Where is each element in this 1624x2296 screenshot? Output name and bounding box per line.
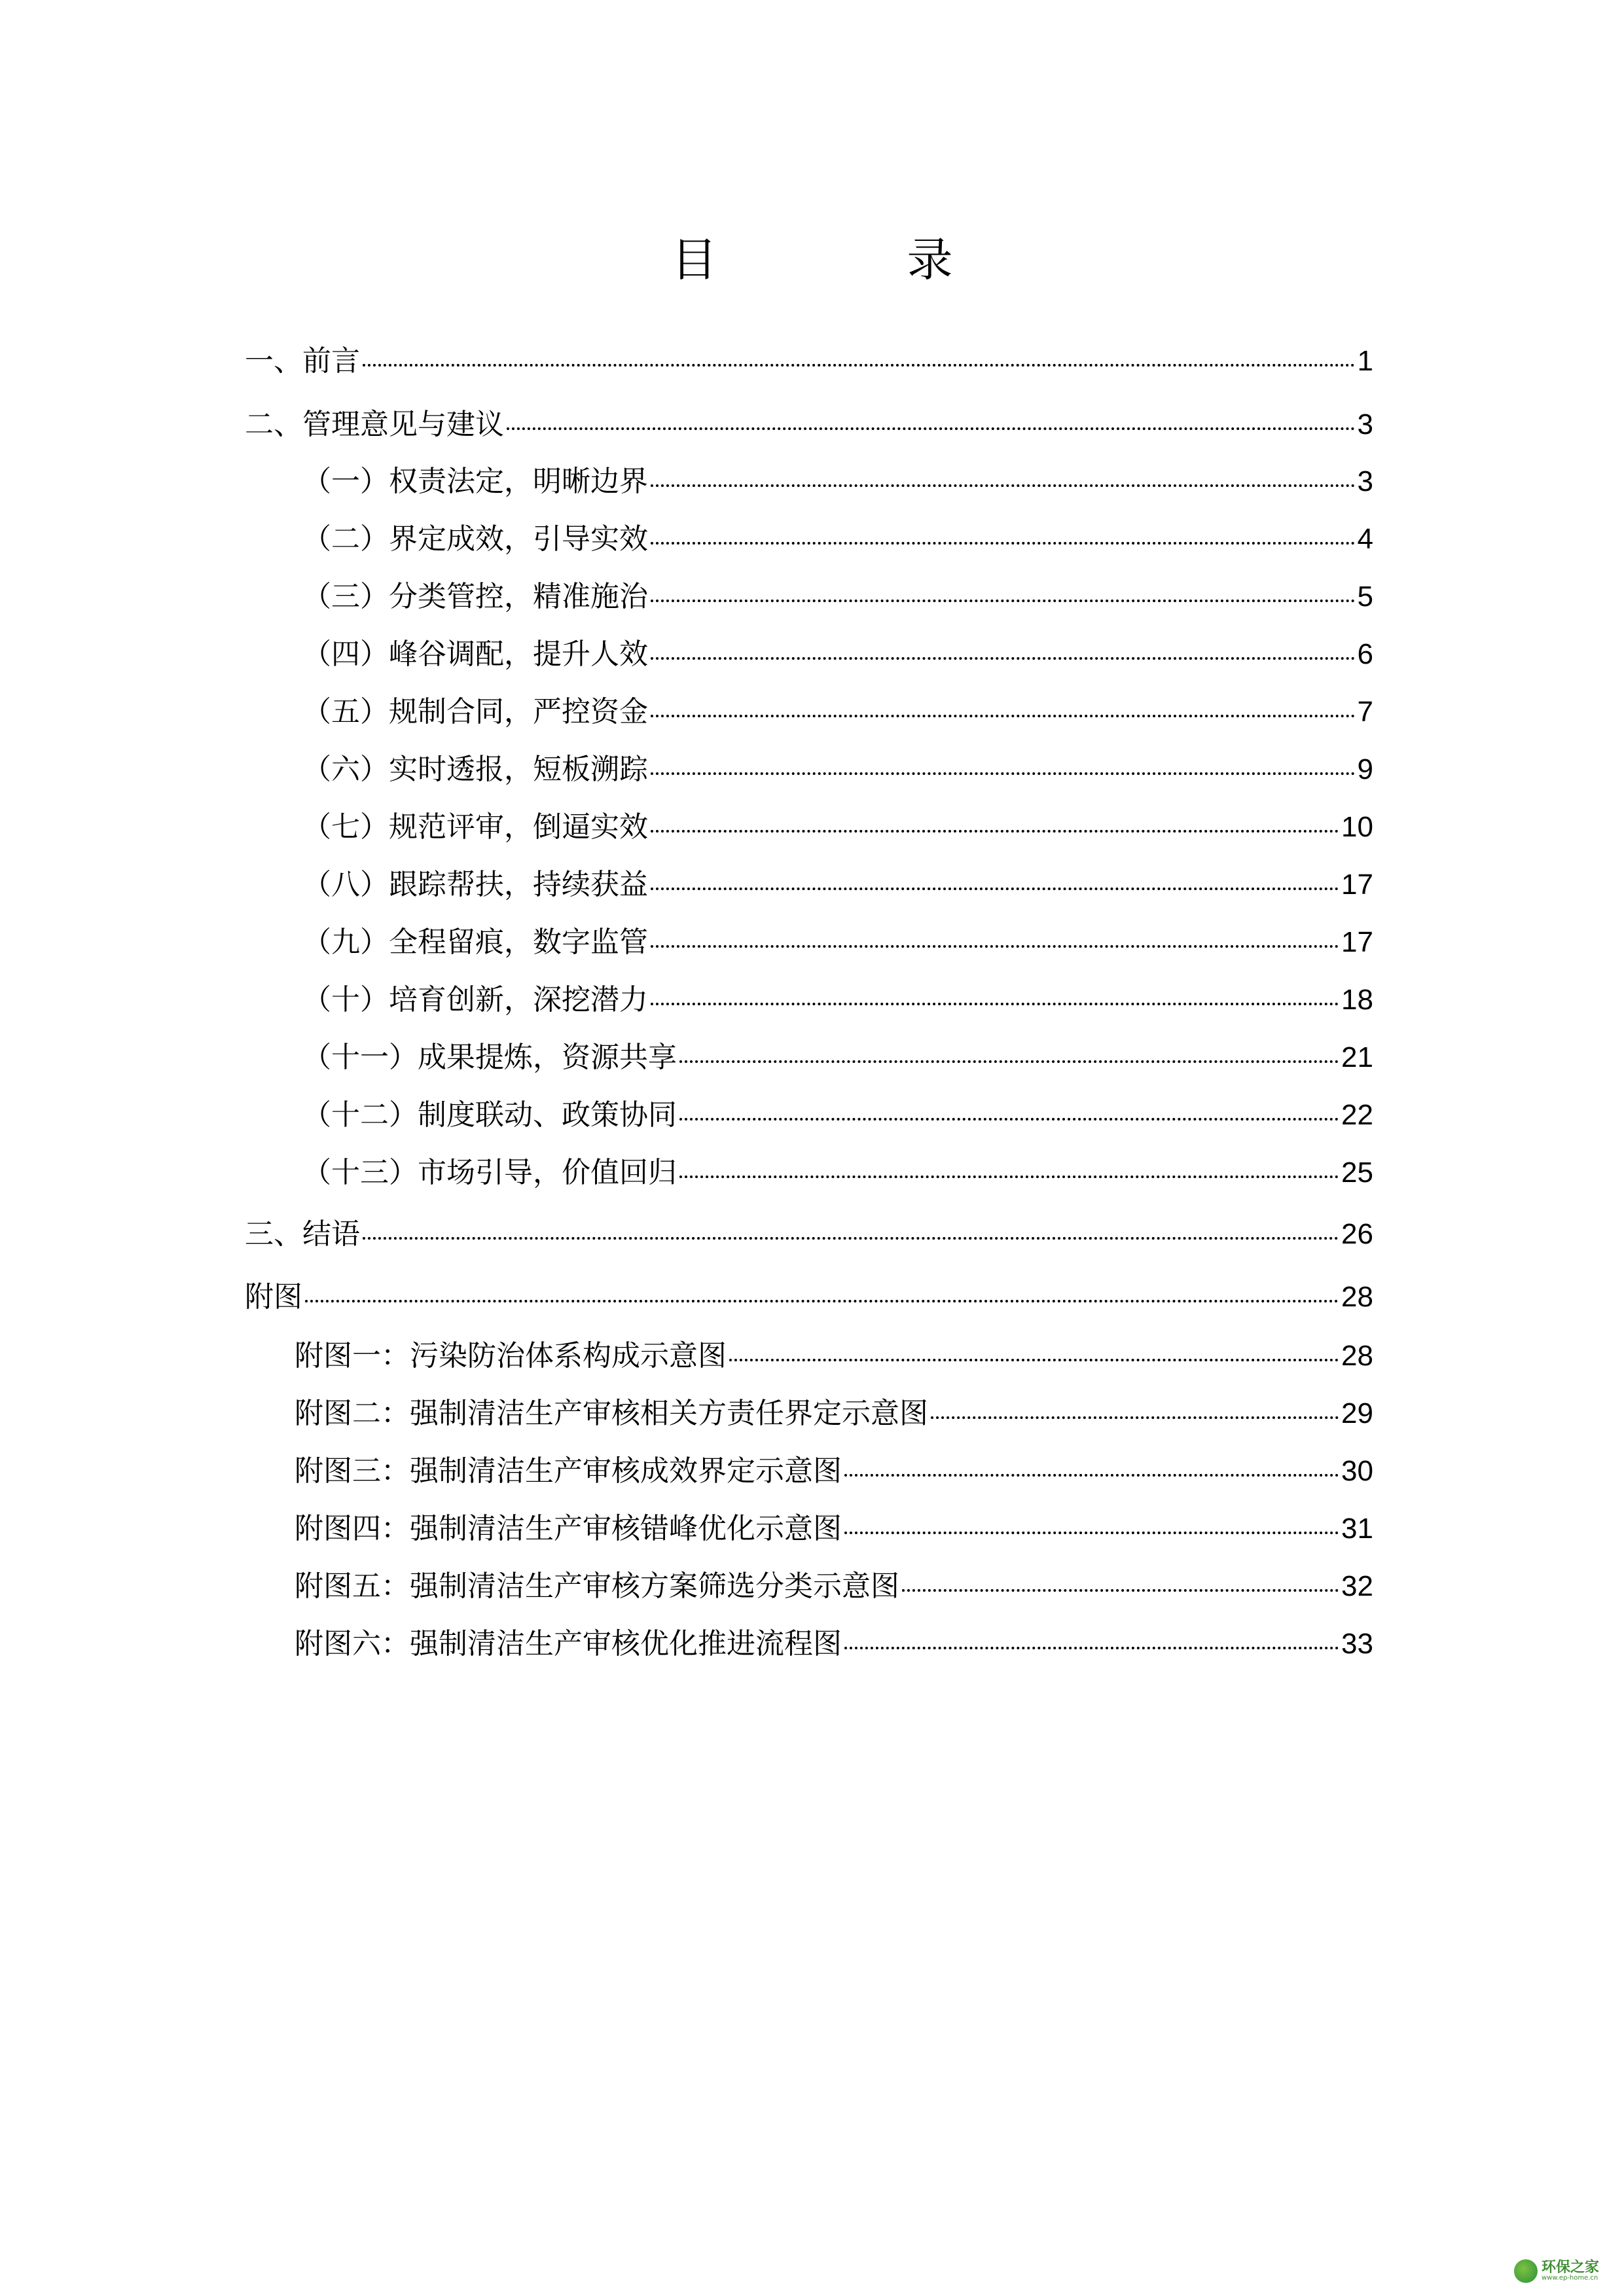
toc-entry-label: （四）峰谷调配，提升人效 xyxy=(302,637,648,671)
toc-entry-sub-8[interactable] xyxy=(302,865,1373,905)
dot-leader xyxy=(902,1589,1339,1592)
toc-entry-page: 3 xyxy=(1357,465,1373,497)
dot-leader xyxy=(651,600,1355,602)
toc-entry-page: 4 xyxy=(1357,523,1373,555)
dot-leader xyxy=(651,830,1339,833)
dot-leader xyxy=(363,1237,1339,1240)
toc-entry-label: （八）跟踪帮扶，持续获益 xyxy=(302,868,648,901)
dot-leader xyxy=(651,945,1339,948)
toc-entry-figure-3[interactable] xyxy=(295,1452,1373,1491)
toc-entry-label: 附图四：强制清洁生产审核错峰优化示意图 xyxy=(295,1512,842,1545)
toc-entry-label: 二、管理意见与建议 xyxy=(245,408,504,441)
toc-entry-figure-2[interactable] xyxy=(295,1394,1373,1433)
toc-entry-preface[interactable] xyxy=(245,342,1373,381)
watermark-url: www.ep-home.cn xyxy=(1542,2274,1598,2282)
toc-entry-page: 33 xyxy=(1341,1628,1373,1660)
toc-entry-page: 26 xyxy=(1341,1218,1373,1250)
toc-entry-page: 10 xyxy=(1341,811,1373,843)
toc-entry-page: 17 xyxy=(1341,926,1373,958)
watermark-text xyxy=(1542,2261,1599,2282)
dot-leader xyxy=(651,484,1355,487)
toc-entry-page: 1 xyxy=(1357,345,1373,377)
toc-entry-label: （十一）成果提炼，资源共享 xyxy=(302,1041,677,1074)
dot-leader xyxy=(651,1003,1339,1005)
dot-leader xyxy=(363,364,1355,367)
dot-leader xyxy=(679,1175,1339,1178)
dot-leader xyxy=(844,1647,1339,1649)
toc-entry-label: （三）分类管控，精准施治 xyxy=(302,580,648,613)
toc-entry-page: 25 xyxy=(1341,1157,1373,1189)
toc-entry-figure-4[interactable] xyxy=(295,1509,1373,1549)
dot-leader xyxy=(651,542,1355,545)
toc-entry-label: （一）权责法定，明晰边界 xyxy=(302,465,648,498)
toc-entry-sub-13[interactable] xyxy=(302,1153,1373,1193)
toc-entry-sub-11[interactable] xyxy=(302,1038,1373,1077)
dot-leader xyxy=(305,1300,1339,1302)
dot-leader xyxy=(729,1359,1339,1361)
dot-leader xyxy=(679,1118,1339,1121)
toc-entry-page: 7 xyxy=(1357,696,1373,728)
dot-leader xyxy=(507,427,1355,430)
toc-entry-sub-4[interactable] xyxy=(302,635,1373,674)
toc-entry-label: （九）全程留痕，数字监管 xyxy=(302,925,648,959)
toc-entry-page: 22 xyxy=(1341,1099,1373,1131)
toc-entry-label: （二）界定成效，引导实效 xyxy=(302,522,648,556)
leaf-globe-icon xyxy=(1514,2259,1538,2283)
toc-entry-page: 17 xyxy=(1341,869,1373,901)
toc-entry-sub-3[interactable] xyxy=(302,577,1373,617)
toc-entry-figure-6[interactable] xyxy=(295,1624,1373,1664)
toc-entry-label: 三、结语 xyxy=(245,1217,360,1251)
dot-leader xyxy=(679,1060,1339,1063)
toc-entry-sub-6[interactable] xyxy=(302,750,1373,789)
toc-entry-page: 9 xyxy=(1357,753,1373,785)
toc-entry-page: 28 xyxy=(1341,1340,1373,1372)
toc-entry-label: （五）规制合同，严控资金 xyxy=(302,695,648,728)
toc-entry-label: 附图三：强制清洁生产审核成效界定示意图 xyxy=(295,1454,842,1488)
toc-entry-figures[interactable] xyxy=(245,1278,1373,1317)
toc-entry-label: 附图一：污染防治体系构成示意图 xyxy=(295,1339,727,1372)
toc-entry-label: 一、前言 xyxy=(245,344,360,378)
toc-entry-figure-5[interactable] xyxy=(295,1567,1373,1606)
toc-entry-label: 附图五：强制清洁生产审核方案筛选分类示意图 xyxy=(295,1570,899,1603)
toc-entry-label: （六）实时透报，短板溯踪 xyxy=(302,753,648,786)
toc-entry-sub-9[interactable] xyxy=(302,923,1373,962)
dot-leader xyxy=(651,657,1355,660)
toc-entry-label: （七）规范评审，倒逼实效 xyxy=(302,810,648,844)
toc-entry-sub-12[interactable] xyxy=(302,1096,1373,1135)
toc-entry-page: 32 xyxy=(1341,1570,1373,1602)
toc-entry-sub-7[interactable] xyxy=(302,808,1373,847)
toc-entry-opinions[interactable] xyxy=(245,405,1373,444)
toc-entry-page: 3 xyxy=(1357,408,1373,440)
dot-leader xyxy=(844,1474,1339,1477)
toc-entry-sub-5[interactable] xyxy=(302,692,1373,732)
site-watermark xyxy=(1514,2255,1612,2287)
toc-entry-page: 28 xyxy=(1341,1281,1373,1313)
toc-entry-label: （十）培育创新，深挖潜力 xyxy=(302,983,648,1016)
dot-leader xyxy=(651,888,1339,890)
toc-entry-page: 31 xyxy=(1341,1513,1373,1545)
toc-entry-sub-10[interactable] xyxy=(302,980,1373,1020)
watermark-name: 环保之家 xyxy=(1542,2259,1600,2276)
toc-entry-sub-1[interactable] xyxy=(302,462,1373,501)
toc-entry-label: （十三）市场引导，价值回归 xyxy=(302,1156,677,1189)
toc-entry-page: 30 xyxy=(1341,1455,1373,1487)
toc-entry-page: 29 xyxy=(1341,1397,1373,1429)
toc-entry-label: 附图六：强制清洁生产审核优化推进流程图 xyxy=(295,1627,842,1660)
dot-leader xyxy=(931,1416,1339,1419)
toc-entry-page: 5 xyxy=(1357,581,1373,613)
dot-leader xyxy=(651,772,1355,775)
toc-entry-label: 附图二：强制清洁生产审核相关方责任界定示意图 xyxy=(295,1397,928,1430)
toc-entry-page: 6 xyxy=(1357,638,1373,670)
toc-entry-conclusion[interactable] xyxy=(245,1215,1373,1254)
dot-leader xyxy=(844,1532,1339,1534)
toc-entry-label: 附图 xyxy=(245,1280,302,1314)
toc-entry-sub-2[interactable] xyxy=(302,520,1373,559)
dot-leader xyxy=(651,715,1355,717)
toc-entry-page: 21 xyxy=(1341,1041,1373,1073)
toc-entry-label: （十二）制度联动、政策协同 xyxy=(302,1098,677,1132)
toc-entry-page: 18 xyxy=(1341,984,1373,1016)
toc-entry-figure-1[interactable] xyxy=(295,1336,1373,1376)
page-title: 目 录 xyxy=(671,233,1025,287)
